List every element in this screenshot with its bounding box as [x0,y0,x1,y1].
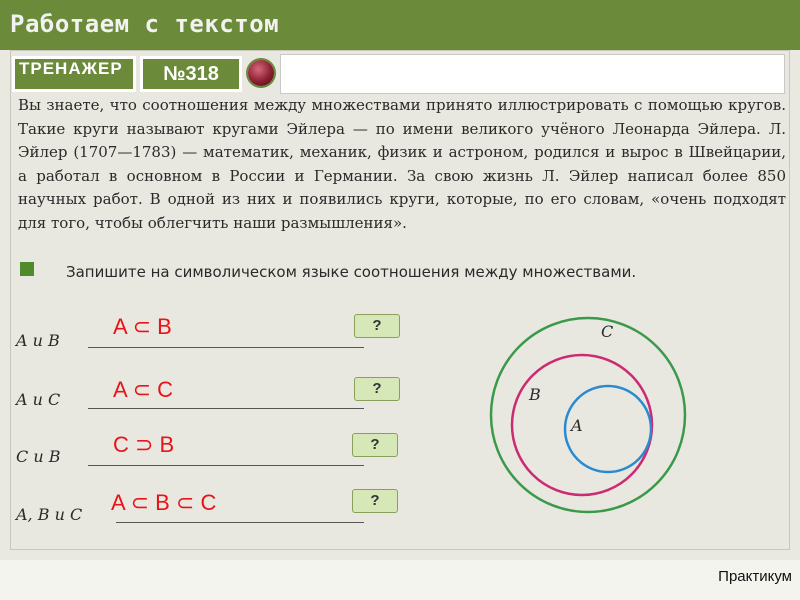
page-title: Работаем с текстом [10,10,280,38]
answer-line [88,408,364,409]
row-answer-a-b: A ⊂ B [113,314,172,339]
euler-diagram [488,315,688,515]
answer-input-box[interactable] [280,54,785,94]
row-answer-c-b: C ⊃ B [113,432,175,457]
title-bar [0,0,800,50]
answer-line [116,522,364,523]
row-answer-a-b-c: A ⊂ B ⊂ C [111,490,217,515]
row-answer-a-c: A ⊂ C [113,377,174,402]
row-label-a-c: A и C [16,390,61,409]
row-label-a-b-c: A, B и C [16,505,83,524]
task-instruction: Запишите на символическом языке соотношения между множествами. [66,263,637,281]
hint-button-a-b[interactable]: ? [354,314,400,338]
text-paragraph: Вы знаете, что соотношения между множествами принято иллюстрировать с помощью кругов. Такие круги называют кругами Эйлера — по имени великого учёного Леонарда Эйлера. Л. Эйлер (1707—1783) — математик, механик, физик и астроном, родился и вырос в Швейцарии, а работал в основном в России и Германии. За свою жизнь Л. Эйлер написал более 850 научных работ. В одной из них и появились круги, которые, по его словам, «очень подходят для того, чтобы облегчить наши размышления». [18,96,786,232]
label-a: A [571,416,583,435]
exercise-number-badge[interactable]: №318 [140,56,242,92]
answer-line [88,347,364,348]
row-label-c-b: C и B [16,447,61,466]
footer-bar [0,560,800,600]
answer-line [88,465,364,466]
hint-button-c-b[interactable]: ? [352,433,398,457]
hint-button-a-b-c[interactable]: ? [352,489,398,513]
label-c: C [601,322,614,341]
circle-c [491,318,685,512]
row-label-a-b: A и B [16,331,60,350]
label-b: B [529,385,541,404]
record-button-icon[interactable] [248,60,274,86]
hint-button-a-c[interactable]: ? [354,377,400,401]
task-marker-icon [20,262,34,276]
trainer-badge[interactable]: ТРЕНАЖЕР [12,56,136,92]
footer-label[interactable]: Практикум [718,568,792,585]
